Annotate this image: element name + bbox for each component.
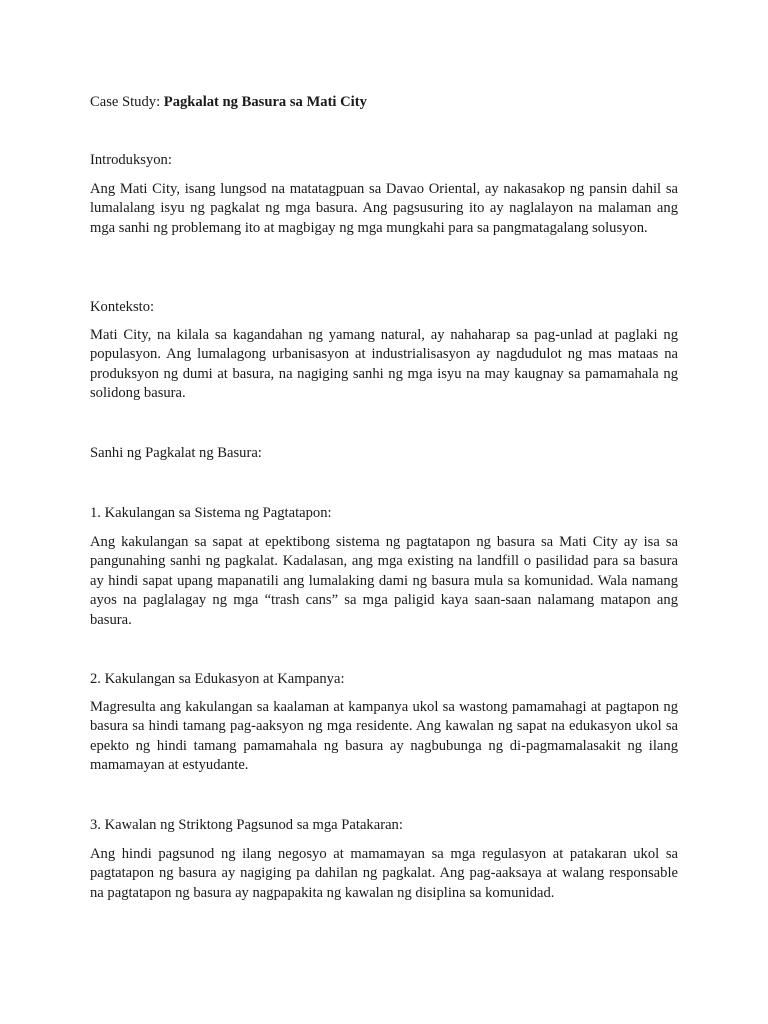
document-title <box>90 93 678 112</box>
cause-2-paragraph: Magresulta ang kakulangan sa kaalaman at kampanya ukol sa wastong pamamahagi at pagtapon ng basura sa hindi tamang pag-aaksyon ng mga residente. Ang kawalan ng sapat na edukasyon ukol sa epekto ng hindi tamang pamamahala ng basura ay nagbubunga ng di-pagmamalasakit ng ilang mamamayan at estyudante. <box>90 699 678 774</box>
context-heading: Konteksto: <box>90 299 155 315</box>
cause-3-paragraph: Ang hindi pagsunod ng ilang negosyo at mamamayan sa mga regulasyon at patakaran ukol sa pagtatapon ng basura ay nagiging pa dahilan ng pagkalat. Ang pag-aaksaya at walang responsable na pagtatapon ng basura ay nagpapakita ng kawalan ng disiplina sa komunidad. <box>90 846 678 901</box>
intro-paragraph: Ang Mati City, isang lungsod na matatagpuan sa Davao Oriental, ay nakasakop ng pansin dahil sa lumalalang isyu ng pagkalat ng mga basura. Ang pagsusuring ito ay naglalayon na malaman ang mga sanhi ng problemang ito at magbigay ng mga mungkahi para sa pangmatagalang solusyon. <box>90 181 678 236</box>
cause-2-heading: 2. Kakulangan sa Edukasyon at Kampanya: <box>90 671 345 687</box>
context-paragraph: Mati City, na kilala sa kagandahan ng yamang natural, ay nahaharap sa pag-unlad at paglaki ng populasyon. Ang lumalagong urbanisasyon at industrialisasyon ay nagdudulot ng mas mataas na produksyon ng dumi at basura, na nagiging sanhi ng mga isyu na may kaugnay sa pamamahala ng solidong basura. <box>90 327 678 402</box>
document-page <box>90 0 678 1024</box>
title-prefix: Case Study: <box>90 94 164 110</box>
intro-heading: Introduksyon: <box>90 152 172 168</box>
cause-1-paragraph: Ang kakulangan sa sapat at epektibong sistema ng pagtatapon ng basura sa Mati City ay isa sa pangunahing sanhi ng pagkalat. Kadalasan, ang mga existing na landfill o pasilidad para sa basura ay hindi sapat upang mapanatili ang lumalaking dami ng basura mula sa komunidad. Wala namang ayos na paglalagay ng mga “trash cans” sa mga paligid kaya saan-saan nalamang matapon ang basura. <box>90 534 678 628</box>
cause-3-heading: 3. Kawalan ng Striktong Pagsunod sa mga Patakaran: <box>90 817 403 833</box>
title-main: Pagkalat ng Basura sa Mati City <box>163 94 367 110</box>
causes-heading: Sanhi ng Pagkalat ng Basura: <box>90 445 262 461</box>
cause-1-heading: 1. Kakulangan sa Sistema ng Pagtatapon: <box>90 505 332 521</box>
